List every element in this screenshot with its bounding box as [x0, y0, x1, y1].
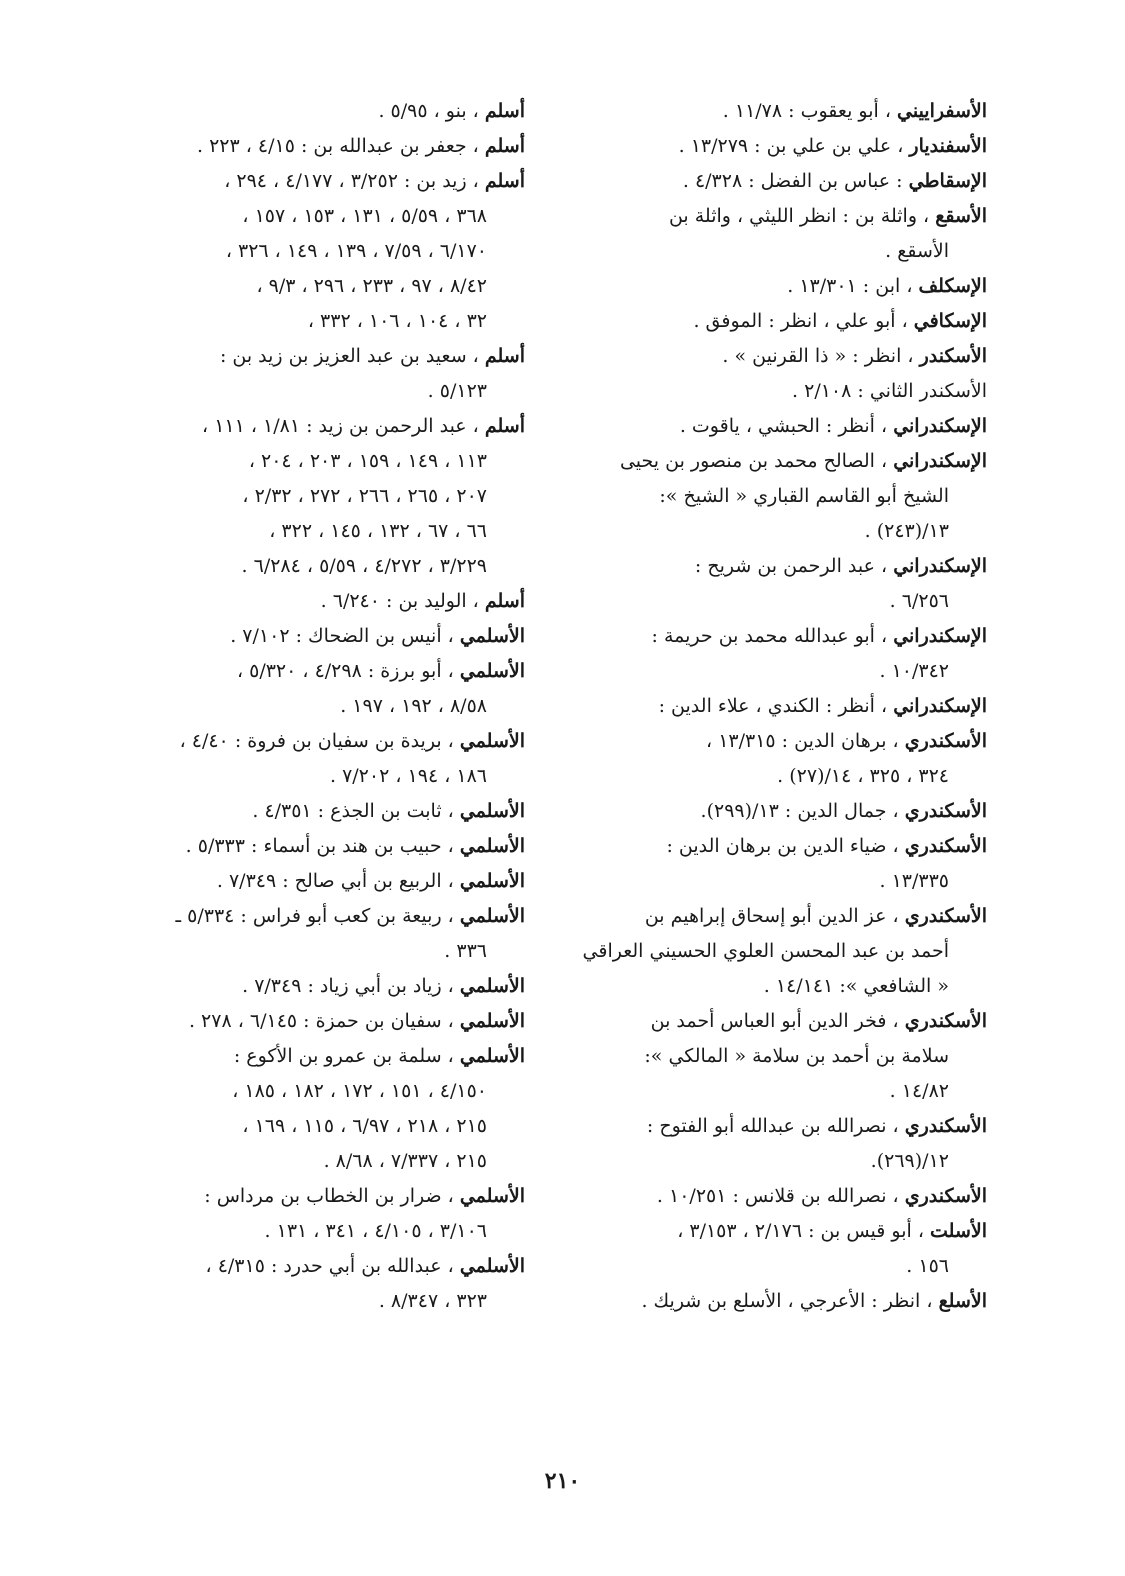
entry-continuation-line: ٣/٢٢٩ ، ٤/٢٧٢ ، ٥/٥٩ ، ٦/٢٨٤ .: [241, 555, 487, 577]
entry-continuation-line: ٣٢ ، ١٠٤ ، ١٠٦ ، ٣٣٢ ،: [307, 310, 487, 332]
entry-continuation-line: ٣٢٣ ، ٨/٣٤٧ .: [378, 1290, 487, 1312]
entry-first-line: [105, 409, 525, 444]
index-entry: [567, 1109, 987, 1179]
entry-heading: الإسكلف: [918, 275, 987, 297]
entry-heading: أسلم: [484, 170, 525, 192]
entry-heading: أسلم: [484, 135, 525, 157]
entry-first-line: [105, 969, 525, 1004]
entry-first-line: [105, 864, 525, 899]
entry-first-line: [567, 1179, 987, 1214]
entry-text: ، ضرار بن الخطاب بن مرداس :: [204, 1185, 454, 1207]
entry-text: ، أنيس بن الضحاك : ٧/١٠٢ .: [230, 625, 454, 647]
entry-heading: أسلم: [484, 415, 525, 437]
entry-first-line: [567, 94, 987, 129]
entry-continuation-line: ١١٣ ، ١٤٩ ، ١٥٩ ، ٢٠٣ ، ٢٠٤ ،: [248, 450, 487, 472]
entry-text: الأسكندر الثاني : ٢/١٠٨ .: [792, 380, 987, 402]
index-entry: [105, 794, 525, 829]
entry-continuation-line: ١٨٦ ، ١٩٤ ، ٧/٢٠٢ .: [329, 765, 487, 787]
entry-continuation-line: الشيخ أبو القاسم القباري « الشيخ »:: [659, 485, 949, 507]
index-entry: [567, 94, 987, 129]
entry-text: ، أبو برزة : ٤/٢٩٨ ، ٥/٣٢٠ ،: [236, 660, 454, 682]
entry-text: ، حبيب بن هند بن أسماء : ٥/٣٣٣ .: [185, 835, 454, 857]
entry-first-line: [105, 724, 525, 759]
entry-heading: الأسلمي: [459, 660, 525, 682]
entry-first-line: [567, 199, 987, 234]
entry-continuation-line: ٣٦٨ ، ٥/٥٩ ، ١٣١ ، ١٥٣ ، ١٥٧ ،: [242, 205, 487, 227]
index-entry: [567, 549, 987, 619]
entry-first-line: [105, 1039, 525, 1074]
entry-first-line: [567, 619, 987, 654]
entry-text: ، ربيعة بن كعب أبو فراس : ٥/٣٣٤ ـ: [175, 905, 454, 927]
entry-continuation-line: ٦/١٧٠ ، ٧/٥٩ ، ١٣٩ ، ١٤٩ ، ٣٢٦ ،: [225, 240, 487, 262]
entry-first-line: [105, 654, 525, 689]
entry-first-line: [105, 339, 525, 374]
index-entry: [105, 864, 525, 899]
entry-continuation-line: ٥/١٢٣ .: [427, 380, 487, 402]
entry-heading: الأسلت: [930, 1220, 987, 1242]
index-entry: [567, 1214, 987, 1284]
entry-first-line: [567, 1109, 987, 1144]
entry-heading: الأسكندر: [919, 345, 987, 367]
entry-text: ، واثلة بن : انظر الليثي ، واثلة بن: [668, 205, 930, 227]
entry-heading: الإسكافي: [913, 310, 987, 332]
index-entry: [105, 969, 525, 1004]
entry-text: : عباس بن الفضل : ٤/٣٢٨ .: [682, 170, 903, 192]
entry-first-line: [567, 1214, 987, 1249]
entry-heading: أسلم: [484, 100, 525, 122]
entry-first-line: [567, 724, 987, 759]
entry-heading: الإسكندراني: [893, 625, 987, 647]
entry-heading: الأسلمي: [459, 1045, 525, 1067]
entry-heading: الإسكندراني: [893, 450, 987, 472]
entry-heading: الإسكندراني: [893, 695, 987, 717]
index-entry: [567, 129, 987, 164]
entry-first-line: [567, 829, 987, 864]
entry-text: ، جعفر بن عبدالله بن : ٤/١٥ ، ٢٢٣ .: [196, 135, 479, 157]
index-entry: [105, 619, 525, 654]
entry-text: ، جمال الدين : ١٣/(٢٩٩).: [700, 800, 899, 822]
index-entry: [105, 899, 525, 969]
entry-heading: الأسكندري: [904, 905, 987, 927]
entry-text: ، بنو ، ٥/٩٥ .: [378, 100, 479, 122]
entry-continuation-line: ٣/١٠٦ ، ٤/١٠٥ ، ٣٤١ ، ١٣١ .: [264, 1220, 487, 1242]
index-entry: [105, 654, 525, 724]
entry-first-line: [567, 444, 987, 479]
entry-heading: الأسلمي: [459, 730, 525, 752]
entry-first-line: [567, 374, 987, 409]
entry-text: ، ثابت بن الجذع : ٤/٣٥١ .: [252, 800, 454, 822]
entry-first-line: [567, 409, 987, 444]
entry-text: ، ابن : ١٣/٣٠١ .: [787, 275, 913, 297]
entry-heading: الأسفنديار: [909, 135, 987, 157]
entry-heading: الأسلمي: [459, 800, 525, 822]
entry-heading: الأسكندري: [904, 800, 987, 822]
index-entry: [567, 409, 987, 444]
entry-text: ، أبو علي ، انظر : الموفق .: [693, 310, 908, 332]
entry-heading: الأسلمي: [459, 1185, 525, 1207]
entry-text: ، عبدالله بن أبي حدرد : ٤/٣١٥ ،: [205, 1255, 454, 1277]
entry-continuation-line: ٢٠٧ ، ٢٦٥ ، ٢٦٦ ، ٢٧٢ ، ٢/٣٢ ،: [242, 485, 487, 507]
entry-continuation-line: ٣٢٤ ، ٣٢٥ ، ١٤/(٢٧) .: [777, 765, 949, 787]
entry-first-line: [567, 689, 987, 724]
index-entry: [567, 689, 987, 724]
index-entry: [567, 794, 987, 829]
entry-first-line: [105, 164, 525, 199]
entry-heading: أسلم: [484, 590, 525, 612]
index-entry: [567, 444, 987, 549]
entry-heading: الأسلمي: [459, 1255, 525, 1277]
entry-heading: الأسلمي: [459, 835, 525, 857]
index-column-right: [567, 94, 987, 1319]
entry-continuation-line: ١٥٦ .: [906, 1255, 949, 1277]
entry-continuation-line: ٦٦ ، ٦٧ ، ١٣٢ ، ١٤٥ ، ٣٢٢ ،: [269, 520, 487, 542]
index-column-left: [105, 94, 525, 1319]
entry-first-line: [105, 1004, 525, 1039]
index-entry: [105, 164, 525, 339]
entry-continuation-line: ٨/٥٨ ، ١٩٢ ، ١٩٧ .: [340, 695, 487, 717]
index-entry: [105, 409, 525, 584]
entry-text: ، زياد بن أبي زياد : ٧/٣٤٩ .: [242, 975, 454, 997]
index-entry: [567, 619, 987, 689]
entry-first-line: [105, 794, 525, 829]
entry-text: ، علي بن علي بن : ١٣/٢٧٩ .: [678, 135, 904, 157]
entry-heading: الأسلع: [938, 1290, 987, 1312]
entry-text: ، سلمة بن عمرو بن الأكوع :: [233, 1045, 454, 1067]
entry-text: ، أبو عبدالله محمد بن حريمة :: [651, 625, 888, 647]
entry-text: ، سعيد بن عبد العزيز بن زيد بن :: [219, 345, 479, 367]
entry-text: ، انظر : « ذا القرنين » .: [722, 345, 914, 367]
entry-heading: الأسلمي: [459, 975, 525, 997]
entry-first-line: [105, 94, 525, 129]
entry-heading: الأسلمي: [459, 625, 525, 647]
entry-text: ، عبد الرحمن بن شريح :: [694, 555, 888, 577]
index-entry: [567, 199, 987, 269]
entry-continuation-line: « الشافعي »: ١٤/١٤١ .: [763, 975, 949, 997]
entry-text: ، عبد الرحمن بن زيد : ١/٨١ ، ١١١ ،: [202, 415, 479, 437]
index-entry: [567, 1004, 987, 1109]
index-entry: [105, 94, 525, 129]
entry-text: ، نصرالله بن عبدالله أبو الفتوح :: [646, 1115, 899, 1137]
entry-first-line: [105, 129, 525, 164]
entry-heading: الأسكندري: [904, 835, 987, 857]
entry-first-line: [567, 339, 987, 374]
entry-continuation-line: سلامة بن أحمد بن سلامة « المالكي »:: [644, 1045, 949, 1067]
entry-heading: الأسكندري: [904, 1115, 987, 1137]
entry-continuation-line: الأسقع .: [885, 240, 949, 262]
index-entry: [567, 269, 987, 304]
entry-continuation-line: ١٢/(٢٦٩).: [870, 1150, 949, 1172]
entry-first-line: [567, 794, 987, 829]
index-entry: [105, 584, 525, 619]
entry-first-line: [567, 164, 987, 199]
entry-first-line: [567, 129, 987, 164]
entry-text: ، أنظر : الكندي ، علاء الدين :: [658, 695, 888, 717]
entry-continuation-line: ١٣/٣٣٥ .: [879, 870, 949, 892]
index-entry: [567, 829, 987, 899]
entry-heading: أسلم: [484, 345, 525, 367]
entry-heading: الأسكندري: [904, 1010, 987, 1032]
index-entry: [105, 1004, 525, 1039]
entry-first-line: [105, 1249, 525, 1284]
index-entry: [105, 829, 525, 864]
entry-heading: الإسكندراني: [893, 555, 987, 577]
entry-continuation-line: ٢١٥ ، ٧/٣٣٧ ، ٨/٦٨ .: [323, 1150, 487, 1172]
index-entry: [105, 339, 525, 409]
entry-text: ، برهان الدين : ١٣/٣١٥ ،: [706, 730, 899, 752]
entry-heading: الأسلمي: [459, 870, 525, 892]
entry-text: ، زيد بن : ٣/٢٥٢ ، ٤/١٧٧ ، ٢٩٤ ،: [224, 170, 479, 192]
index-entry: [567, 304, 987, 339]
entry-first-line: [567, 269, 987, 304]
entry-continuation-line: ٢١٥ ، ٢١٨ ، ٦/٩٧ ، ١١٥ ، ١٦٩ ،: [242, 1115, 487, 1137]
index-entry: [567, 899, 987, 1004]
entry-continuation-line: ٣٣٦ .: [444, 940, 487, 962]
entry-continuation-line: ١٤/٨٢ .: [889, 1080, 949, 1102]
entry-continuation-line: ١٣/(٢٤٣) .: [864, 520, 949, 542]
entry-first-line: [567, 549, 987, 584]
index-entry: [105, 1179, 525, 1249]
entry-first-line: [567, 1284, 987, 1319]
index-entry: [567, 1284, 987, 1319]
index-entry: [567, 164, 987, 199]
entry-heading: الأسكندري: [904, 730, 987, 752]
entry-first-line: [105, 619, 525, 654]
entry-first-line: [105, 1179, 525, 1214]
entry-text: ، عز الدين أبو إسحاق إبراهيم بن: [644, 905, 899, 927]
entry-text: ، انظر : الأعرجي ، الأسلع بن شريك .: [641, 1290, 933, 1312]
entry-text: ، سفيان بن حمزة : ٦/١٤٥ ، ٢٧٨ .: [188, 1010, 454, 1032]
entry-text: ، فخر الدين أبو العباس أحمد بن: [650, 1010, 899, 1032]
entry-text: ، ضياء الدين بن برهان الدين :: [666, 835, 899, 857]
index-entry: [567, 339, 987, 374]
entry-heading: الأسقع: [935, 205, 987, 227]
entry-continuation-line: أحمد بن عبد المحسن العلوي الحسيني العراقي: [582, 940, 949, 962]
entry-text: ، نصرالله بن قلانس : ١٠/٢٥١ .: [656, 1185, 899, 1207]
entry-heading: الإسقاطي: [908, 170, 987, 192]
index-entry: [105, 129, 525, 164]
entry-heading: الأسلمي: [459, 905, 525, 927]
entry-text: ، الوليد بن : ٦/٢٤٠ .: [320, 590, 479, 612]
entry-text: ، أبو يعقوب : ١١/٧٨ .: [722, 100, 891, 122]
index-entry: [105, 724, 525, 794]
entry-first-line: [105, 899, 525, 934]
entry-first-line: [567, 899, 987, 934]
index-entry: [105, 1249, 525, 1319]
entry-text: ، بريدة بن سفيان بن فروة : ٤/٤٠ ،: [179, 730, 454, 752]
page-number: ٢١٠: [544, 1468, 581, 1494]
index-entry: [567, 374, 987, 409]
index-entry: [105, 1039, 525, 1179]
entry-continuation-line: ١٠/٣٤٢ .: [879, 660, 949, 682]
entry-heading: الإسكندراني: [893, 415, 987, 437]
entry-text: ، الربيع بن أبي صالح : ٧/٣٤٩ .: [216, 870, 454, 892]
entry-first-line: [105, 829, 525, 864]
index-entry: [567, 1179, 987, 1214]
entry-text: ، أبو قيس بن : ٢/١٧٦ ، ٣/١٥٣ ،: [677, 1220, 924, 1242]
entry-text: ، أنظر : الحبشي ، ياقوت .: [679, 415, 888, 437]
entry-first-line: [105, 584, 525, 619]
entry-first-line: [567, 304, 987, 339]
entry-heading: الأسكندري: [904, 1185, 987, 1207]
entry-continuation-line: ٨/٤٢ ، ٩٧ ، ٢٣٣ ، ٢٩٦ ، ٩/٣ ،: [256, 275, 487, 297]
entry-continuation-line: ٦/٢٥٦ .: [889, 590, 949, 612]
entry-first-line: [567, 1004, 987, 1039]
entry-heading: الأسلمي: [459, 1010, 525, 1032]
entry-text: ، الصالح محمد بن منصور بن يحيى: [619, 450, 888, 472]
entry-heading: الأسفراييني: [897, 100, 987, 122]
index-entry: [567, 724, 987, 794]
entry-continuation-line: ٤/١٥٠ ، ١٥١ ، ١٧٢ ، ١٨٢ ، ١٨٥ ،: [232, 1080, 487, 1102]
